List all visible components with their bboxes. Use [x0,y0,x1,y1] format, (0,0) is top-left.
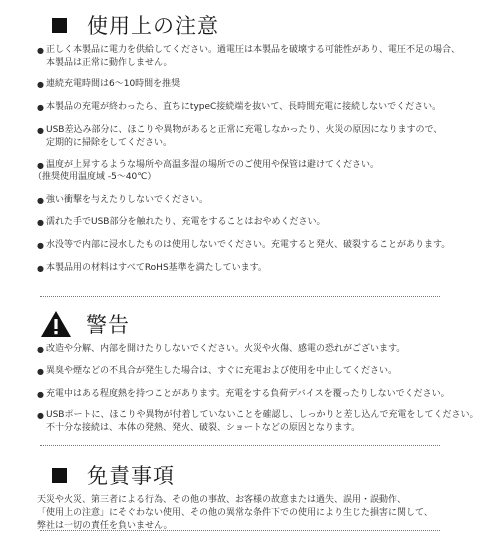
temperature-note: （推奨使用温度域 -5〜40℃） [33,172,157,182]
warning-item [37,365,438,378]
warning-text: 不十分な接続は、本体の発熱、発火、破裂、ショートなどの原因となります。 [46,423,361,433]
warning-text: 異臭や煙などの不具合が発生した場合は、すぐに充電および使用を中止してください。 [46,366,398,376]
bullet-icon: ● [37,241,44,250]
precaution-item [37,194,438,207]
warning-title: 警告 [86,313,130,337]
disclaimer-line: 天災や火災、第三者による行為、その他の事故、お客様の故意または過失、誤用・誤動作、 [37,495,407,505]
precaution-text: 定期的に掃除をしてください。 [46,138,173,148]
precaution-text: 本製品は正常に動作しません。 [46,58,173,68]
warning-text: 充電中はある程度熱を持つことがあります。充電をする負荷デバイスを覆ったりしないでください。 [46,389,450,399]
bullet-icon: ● [37,80,44,89]
scrollbar[interactable] [478,0,488,550]
bullet-icon: ● [37,345,44,354]
square-bullet-icon [52,468,67,483]
disclaimer-line: 「使用上の注意」にそぐわない使用、その他の異常な条件下での使用により生じた損害に関して、 [37,508,433,518]
disclaimer-heading [52,460,175,490]
bullet-icon: ● [37,196,44,205]
precaution-item [37,44,461,70]
disclaimer-text [37,494,433,533]
precaution-text: 本製品用の材料はすべてRoHS基準を満たしています。 [46,263,267,273]
precaution-text: 正しく本製品に電力を供給してください。過電圧は本製品を破壊する可能性があり、電圧不足の場合、 [46,45,461,55]
bullet-icon: ● [37,367,44,376]
bullet-icon: ● [37,161,44,170]
warning-triangle-icon [40,310,72,338]
bullet-icon: ● [37,126,44,135]
warning-item [37,343,438,356]
warning-text: USBポートに、ほこりや異物が付着していないことを確認し、しっかりと差し込んで充電をしてください。 [46,410,479,420]
precaution-text: 強い衝撃を与えたりしないでください。 [46,195,209,205]
precaution-item [37,239,451,252]
section-divider [40,296,440,297]
precaution-text: 連続充電時間は6〜10時間を推奨 [46,79,181,89]
precaution-item [37,216,438,229]
precaution-text: USB差込み部分に、ほこりや異物があると正常に充電しなかったり、火災の原因になりますので、 [46,125,443,135]
disclaimer-line: 弊社は一切の責任を負いません。 [37,521,173,531]
precaution-text: 濡れた手でUSB部分を触れたり、充電をすることはおやめください。 [46,217,326,227]
precaution-text: 水没等で内部に浸水したものは使用しないでください。充電すると発火、破裂することがあります。 [46,240,451,250]
precaution-item [37,124,443,150]
precaution-item [37,262,438,275]
precautions-heading [52,10,219,40]
bullet-icon: ● [37,411,44,420]
bullet-icon: ● [37,46,44,55]
bullet-icon: ● [37,103,44,112]
precaution-item [37,101,442,114]
disclaimer-title: 免責事項 [87,464,175,488]
bullet-icon: ● [37,390,44,399]
precaution-text: 温度が上昇するような場所や高温多湿の場所でのご使用や保管は避けてください。 [46,160,380,170]
section-divider [40,445,440,446]
warning-heading [40,309,130,339]
warning-item [37,409,479,435]
precaution-text: 本製品の充電が終わったら、直ちにtypeC接続端を抜いて、長時間充電に接続しないでください。 [46,102,442,112]
bullet-icon: ● [37,218,44,227]
bullet-icon: ● [37,264,44,273]
square-bullet-icon [52,18,67,33]
warning-text: 改造や分解、内部を開けたりしないでください。火災や火傷、感電の恐れがございます。 [46,344,406,354]
precautions-title: 使用上の注意 [87,14,219,38]
precaution-item [37,78,438,91]
section-divider [40,530,440,531]
warning-item [37,388,450,401]
